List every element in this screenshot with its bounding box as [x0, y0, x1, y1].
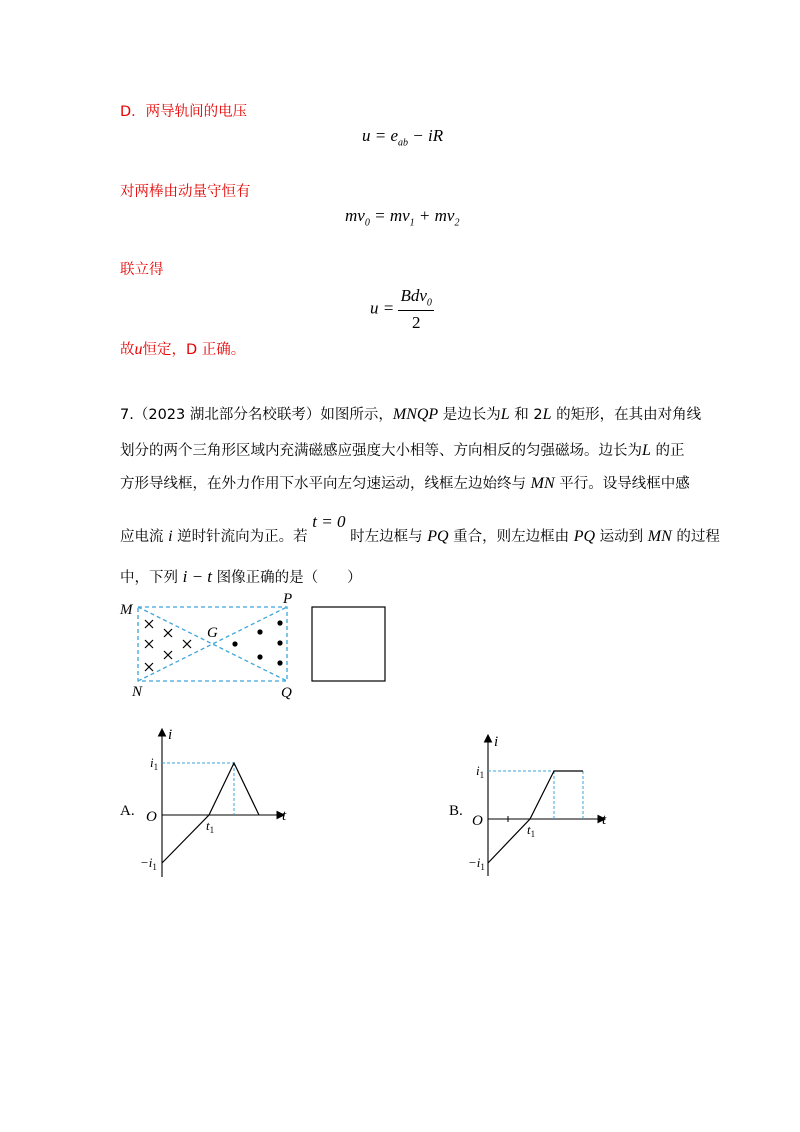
- b-neg-i1-text: −i: [468, 855, 481, 870]
- eq2-r2-sub: 2: [454, 217, 460, 229]
- field-into-page-marks: [145, 620, 191, 671]
- eq1-lhs: u: [362, 126, 371, 145]
- b-curve: [488, 771, 583, 863]
- var-mn: MN: [647, 528, 672, 545]
- conclusion-pre: 故: [120, 342, 135, 358]
- b-label-t: t: [602, 812, 607, 828]
- dashed-region: [138, 607, 287, 681]
- q-text: 重合，则左边框由: [448, 529, 574, 545]
- q-text: 运动到: [595, 529, 648, 545]
- question-line-5: [120, 568, 362, 586]
- a-label-i: i: [168, 727, 173, 743]
- a-label-i1: [150, 755, 158, 772]
- equation-momentum: $mv_0 = mv_1 + mv_2$: [345, 206, 460, 229]
- q-text: 中，下列: [120, 570, 183, 586]
- q-text: 时左边框与: [345, 529, 428, 545]
- square-wire-frame: [312, 607, 385, 681]
- conclusion-var: u: [134, 341, 143, 358]
- var-t-zero: t = 0: [312, 512, 346, 531]
- a-label-t1: [206, 818, 214, 835]
- b-i1-sub: 1: [479, 770, 485, 780]
- eq2-r1: mv: [389, 206, 410, 225]
- a-label-t: t: [282, 808, 287, 824]
- a-label-origin: O: [146, 809, 157, 825]
- label-g: G: [207, 625, 218, 641]
- q-text: 的正: [650, 443, 685, 459]
- eq3-num-sub: 0: [426, 297, 432, 309]
- label-n: N: [132, 684, 143, 700]
- var-l: L: [500, 406, 510, 423]
- q-text: 和 2: [509, 407, 543, 423]
- option-a-graph: [138, 722, 298, 882]
- q-text: 逆时针流向为正。若: [172, 529, 313, 545]
- combine-text: 联立得: [120, 262, 164, 278]
- b-i1-text: i: [476, 763, 480, 778]
- q-text: 划分的两个三角形区域内充满磁感应强度大小相等、方向相反的匀强磁场。边长为: [120, 443, 642, 459]
- a-neg-i1-text: −i: [140, 855, 153, 870]
- eq2-r2: mv: [434, 206, 455, 225]
- eq3-lhs: u: [370, 298, 379, 318]
- question-line-1: [120, 407, 701, 423]
- q-text: 平行。设导线框中感: [554, 476, 690, 492]
- eq2-r1-sub: 1: [409, 217, 415, 229]
- a-i1-text: i: [150, 755, 154, 770]
- eq2-lhs-sub: 0: [364, 217, 370, 229]
- b-label-t1: [527, 822, 535, 839]
- a-t1-sub: 1: [209, 825, 215, 835]
- var-i: i: [168, 528, 173, 545]
- eq3-denominator: 2: [411, 313, 421, 333]
- question-line-2: [120, 443, 685, 459]
- field-figure: [115, 588, 405, 703]
- b-neg-i1-sub: 1: [480, 862, 485, 872]
- q-text: 是边长为: [438, 407, 501, 423]
- label-m: M: [120, 602, 133, 618]
- var-l: L: [642, 442, 651, 459]
- b-label-neg-i1: [468, 855, 485, 872]
- label-q: Q: [281, 685, 292, 701]
- eq3-num-text: Bdv: [400, 286, 427, 305]
- b-label-i1: [476, 763, 484, 780]
- option-b-letter: B.: [449, 803, 463, 819]
- a-label-neg-i1: [140, 855, 157, 872]
- conclusion-post: 恒定，D 正确。: [142, 342, 246, 358]
- var-l: L: [542, 406, 552, 423]
- var-mn: MN: [530, 475, 555, 492]
- eq1-e: e: [390, 126, 399, 145]
- a-curve: [162, 763, 259, 863]
- eq3-fraction: [398, 286, 433, 333]
- var-mnqp: MNQP: [392, 406, 439, 423]
- option-a-letter: A.: [120, 803, 135, 819]
- q-text: 的矩形，在其由对角线: [551, 407, 702, 423]
- q-text: 的过程: [671, 529, 720, 545]
- b-t1-sub: 1: [530, 829, 536, 839]
- eq1-tail: − iR: [412, 126, 444, 145]
- q-text: 应电流: [120, 529, 169, 545]
- momentum-text: 对两棒由动量守恒有: [120, 184, 251, 200]
- equation-voltage: $u = e_{ab}$ − iR: [362, 126, 444, 149]
- b-t1-text: t: [527, 822, 531, 837]
- a-t1-text: t: [206, 818, 210, 833]
- q-text: 图像正确的是（ ）: [212, 570, 362, 586]
- option-d-heading: D．两导轨间的电压: [120, 104, 248, 120]
- equation-result: u = $\frac{Bdv_0}{2}$: [370, 286, 432, 333]
- eq3-numerator: [398, 286, 433, 311]
- label-p: P: [283, 591, 293, 607]
- q-text: 方形导线框，在外力作用下水平向左匀速运动，线框左边始终与: [120, 476, 531, 492]
- field-out-of-page-dots: [232, 620, 282, 665]
- var-pq: PQ: [573, 528, 596, 545]
- b-label-i: i: [494, 734, 499, 750]
- question-source: （2023 湖北部分名校联考）如图所示，: [133, 407, 393, 423]
- eq2-lhs: mv: [345, 206, 365, 225]
- a-i1-sub: 1: [153, 762, 159, 772]
- question-line-4: [120, 512, 720, 545]
- var-i-t: i − t: [182, 567, 213, 586]
- var-pq: PQ: [427, 528, 449, 545]
- b-label-origin: O: [472, 813, 483, 829]
- conclusion: [120, 338, 245, 359]
- question-line-3: [120, 476, 690, 492]
- a-neg-i1-sub: 1: [152, 862, 157, 872]
- question-number: 7.: [120, 407, 134, 423]
- option-b-graph: [468, 732, 618, 880]
- eq1-e-sub: ab: [398, 137, 409, 149]
